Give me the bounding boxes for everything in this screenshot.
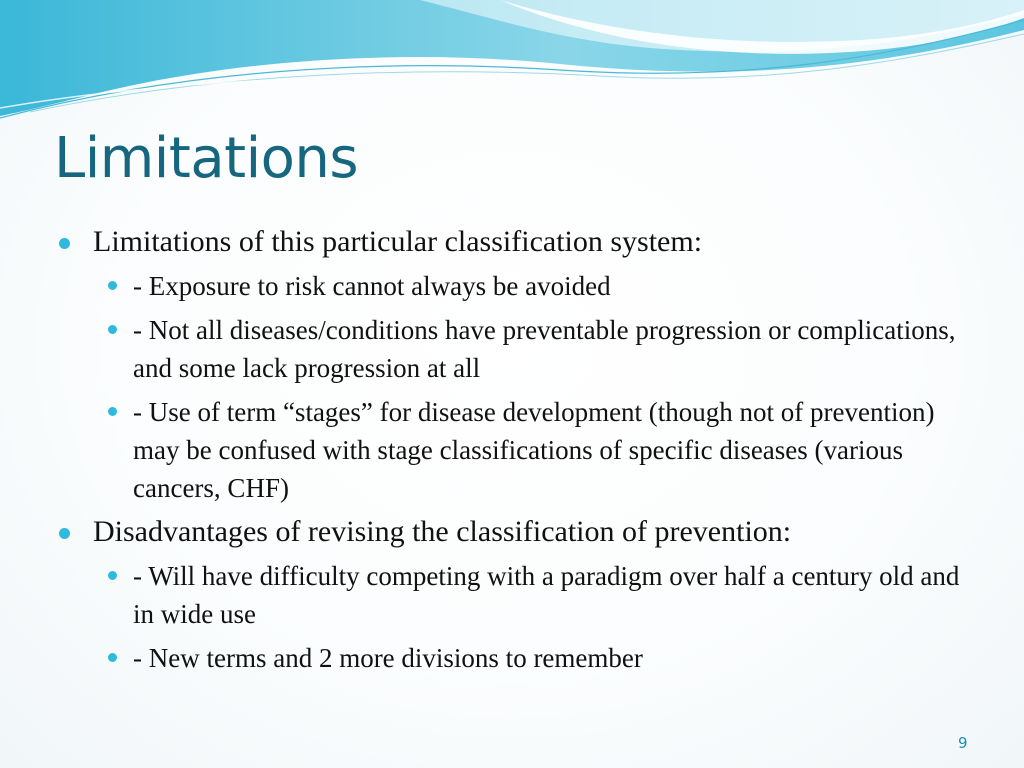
- sub-bullet-new-terms: [58, 639, 968, 677]
- bullet-dot-icon: [108, 407, 117, 416]
- header-wave-decoration: [0, 0, 1024, 130]
- sub-bullet-text: - Will have difficulty competing with a paradigm over half a century old and in wide use: [133, 561, 960, 629]
- slide-body: [58, 224, 968, 677]
- bullet-dot-icon: [108, 571, 117, 580]
- bullet-dot-icon: [108, 281, 117, 290]
- bullet-text: Limitations of this particular classification system:: [93, 225, 703, 258]
- sub-bullet-stages: [58, 393, 968, 507]
- sub-bullet-text: - Exposure to risk cannot always be avoided: [133, 271, 611, 301]
- sub-bullet-exposure: [58, 267, 968, 305]
- page-number: 9: [958, 734, 968, 752]
- bullet-disadvantages: [58, 514, 968, 550]
- bullet-text: Disadvantages of revising the classification of prevention:: [93, 515, 792, 548]
- bullet-dot-icon: [108, 325, 117, 334]
- bullet-dot-icon: [59, 528, 70, 539]
- sub-bullet-text: - Use of term “stages” for disease development (though not of prevention) may be confused with stage classifications of specific diseases (various cancers, CHF): [133, 397, 935, 503]
- bullet-limitations: [58, 224, 968, 260]
- bullet-dot-icon: [59, 238, 70, 249]
- slide-title: Limitations: [54, 126, 359, 191]
- sub-bullet-text: - New terms and 2 more divisions to remember: [133, 643, 643, 673]
- sub-bullet-paradigm: [58, 557, 968, 633]
- bullet-dot-icon: [108, 653, 117, 662]
- sub-bullet-text: - Not all diseases/conditions have preventable progression or complications, and some lack progression at all: [133, 315, 956, 383]
- sub-bullet-progression: [58, 311, 968, 387]
